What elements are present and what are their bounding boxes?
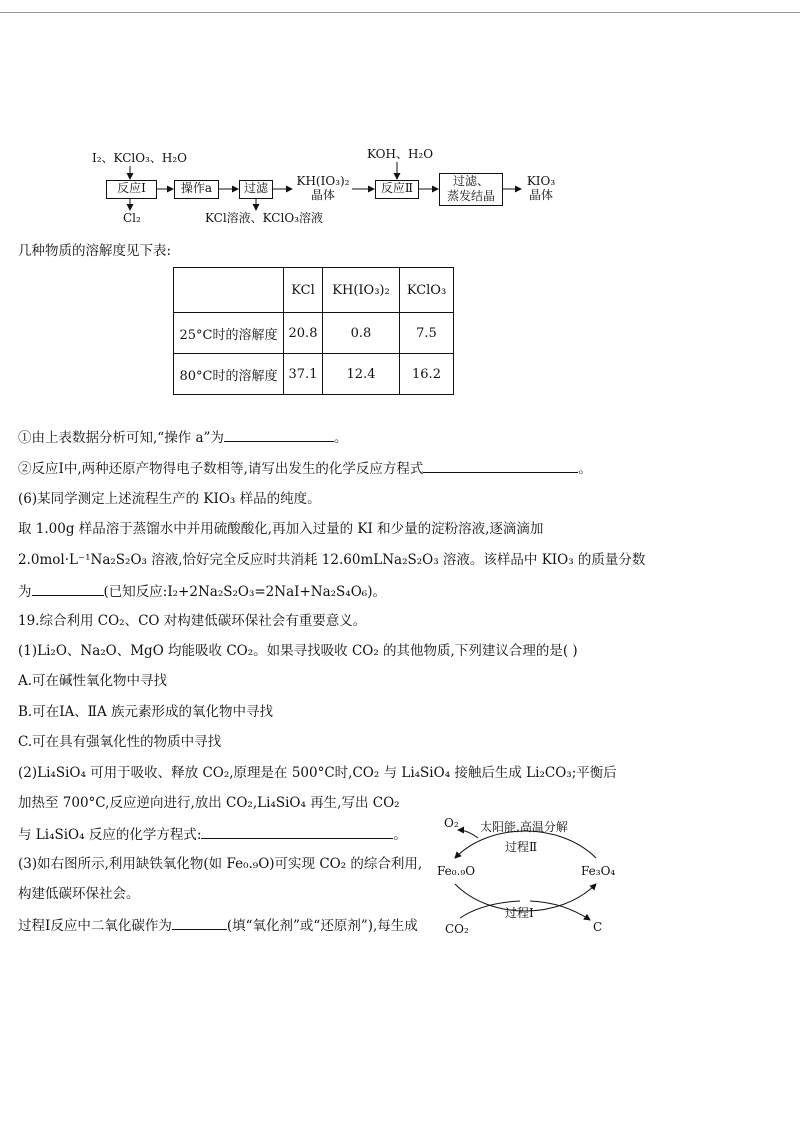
reagents-1: I₂、KClO₃、H₂O — [92, 151, 187, 165]
question-19-part2-line3-end: 。 — [393, 827, 407, 843]
question-1 — [18, 427, 347, 447]
table-cell: 25°C时的溶解度 — [174, 313, 284, 354]
table-header-row — [174, 268, 454, 313]
table-cell: 37.1 — [284, 354, 323, 395]
filtrate-label: KCl溶液、KClO₃溶液 — [205, 211, 323, 225]
question-19-part3-line2: 构建低碳环保社会。 — [18, 886, 140, 902]
product-2 — [524, 174, 558, 202]
table-header-cell — [174, 268, 284, 313]
filter-label: 过滤 — [243, 181, 268, 195]
operation-a-label: 操作a — [180, 181, 213, 195]
question-1-end: 。 — [333, 430, 348, 446]
question-19-title: 19.综合利用 CO₂、CO 对构建低碳环保社会有重要意义。 — [18, 613, 367, 629]
question-19-part3-line1: (3)如右图所示,利用缺铁氧化物(如 Fe₀.₉O)可实现 CO₂ 的综合利用, — [18, 856, 423, 872]
reaction-2-box — [375, 180, 419, 199]
question-6-line3-start: 为 — [18, 584, 32, 600]
question-6-title: (6)某同学测定上述流程生产的 KIO₃ 样品的纯度。 — [18, 491, 321, 507]
question-19-part3-line3 — [18, 915, 418, 935]
product-1-state: 晶体 — [310, 188, 335, 202]
question-6-line3 — [18, 581, 386, 601]
reagents-2: KOH、H₂O — [367, 147, 434, 161]
question-6-line3-end: (已知反应:I₂+2Na₂S₂O₃=2NaI+Na₂S₄O₆)。 — [103, 584, 386, 600]
question-19-part1: (1)Li₂O、Na₂O、MgO 均能吸收 CO₂。如果寻找吸收 CO₂ 的其他物质,下列建议合理的是( ) — [18, 643, 578, 659]
option-c: C.可在具有强氧化性的物质中寻找 — [18, 734, 222, 750]
cycle-c: C — [593, 920, 603, 934]
question-19-part2-line3 — [18, 824, 407, 844]
table-header-cell: KClO₃ — [400, 268, 454, 313]
filter-box — [239, 180, 273, 199]
question-19-part2-line3-start: 与 Li₄SiO₄ 反应的化学方程式: — [18, 827, 202, 843]
reaction-1-label: 反应Ⅰ — [117, 181, 146, 195]
byproduct-cl2: Cl₂ — [123, 211, 141, 225]
table-cell: 20.8 — [284, 313, 323, 354]
table-header-cell: KCl — [284, 268, 323, 313]
cycle-left-species: Fe₀.₉O — [437, 864, 476, 878]
cycle-co2: CO₂ — [445, 922, 469, 936]
cycle-top-note: 太阳能,高温分解 — [480, 820, 568, 834]
question-19-part3-line3-end: (填“氧化剂”或“还原剂”),每生成 — [226, 918, 418, 934]
answer-blank[interactable] — [172, 915, 227, 930]
table-cell: 80°C时的溶解度 — [174, 354, 284, 395]
table-intro: 几种物质的溶解度见下表: — [18, 243, 172, 259]
cycle-o2: O₂ — [444, 816, 459, 830]
table-row — [174, 354, 454, 395]
answer-blank[interactable] — [423, 458, 578, 473]
table-row — [174, 313, 454, 354]
reaction-2-label: 反应Ⅱ — [380, 181, 414, 195]
final-operation-line2: 蒸发结晶 — [446, 189, 495, 203]
cycle-right-species: Fe₃O₄ — [581, 864, 616, 878]
table-cell: 0.8 — [323, 313, 400, 354]
product-1 — [294, 174, 352, 202]
final-operation-box — [439, 173, 503, 206]
table-header-cell: KH(IO₃)₂ — [323, 268, 400, 313]
product-2-formula: KIO₃ — [526, 174, 556, 188]
solubility-table — [173, 267, 454, 395]
product-1-formula: KH(IO₃)₂ — [296, 174, 350, 188]
question-19-part3-line3-start: 过程Ⅰ反应中二氧化碳作为 — [18, 918, 172, 934]
question-1-text: ①由上表数据分析可知,“操作 a”为 — [18, 430, 224, 446]
answer-blank[interactable] — [201, 824, 393, 839]
cycle-process-1: 过程Ⅰ — [505, 906, 534, 920]
table-cell: 16.2 — [400, 354, 454, 395]
question-6-line1: 取 1.00g 样品溶于蒸馏水中并用硫酸酸化,再加入过量的 KI 和少量的淀粉溶液,逐滴滴加 — [18, 521, 544, 537]
answer-blank[interactable] — [224, 427, 334, 442]
final-operation-line1: 过滤、 — [452, 174, 489, 188]
answer-blank[interactable] — [32, 581, 104, 596]
question-19-part2-line1: (2)Li₄SiO₄ 可用于吸收、释放 CO₂,原理是在 500°C时,CO₂ 与 Li₄SiO₄ 接触后生成 Li₂CO₃;平衡后 — [18, 765, 617, 781]
reaction-1-box — [106, 180, 157, 199]
question-19-part2-line2: 加热至 700°C,反应逆向进行,放出 CO₂,Li₄SiO₄ 再生,写出 CO₂ — [18, 795, 400, 811]
option-a: A.可在碱性氧化物中寻找 — [18, 673, 168, 689]
flow-arrows — [0, 0, 800, 240]
cycle-process-2: 过程Ⅱ — [505, 840, 538, 854]
question-2-end: 。 — [578, 461, 592, 477]
option-b: B.可在ⅠA、ⅡA 族元素形成的氧化物中寻找 — [18, 704, 274, 720]
question-2 — [18, 458, 592, 478]
operation-a-box — [174, 180, 219, 199]
product-2-state: 晶体 — [528, 188, 553, 202]
table-cell: 12.4 — [323, 354, 400, 395]
table-cell: 7.5 — [400, 313, 454, 354]
question-2-text: ②反应Ⅰ中,两种还原产物得电子数相等,请写出发生的化学反应方程式 — [18, 461, 424, 477]
question-6-line2: 2.0mol·L⁻¹Na₂S₂O₃ 溶液,恰好完全反应时共消耗 12.60mLNa₂S₂O₃ 溶液。该样品中 KIO₃ 的质量分数 — [18, 552, 646, 568]
